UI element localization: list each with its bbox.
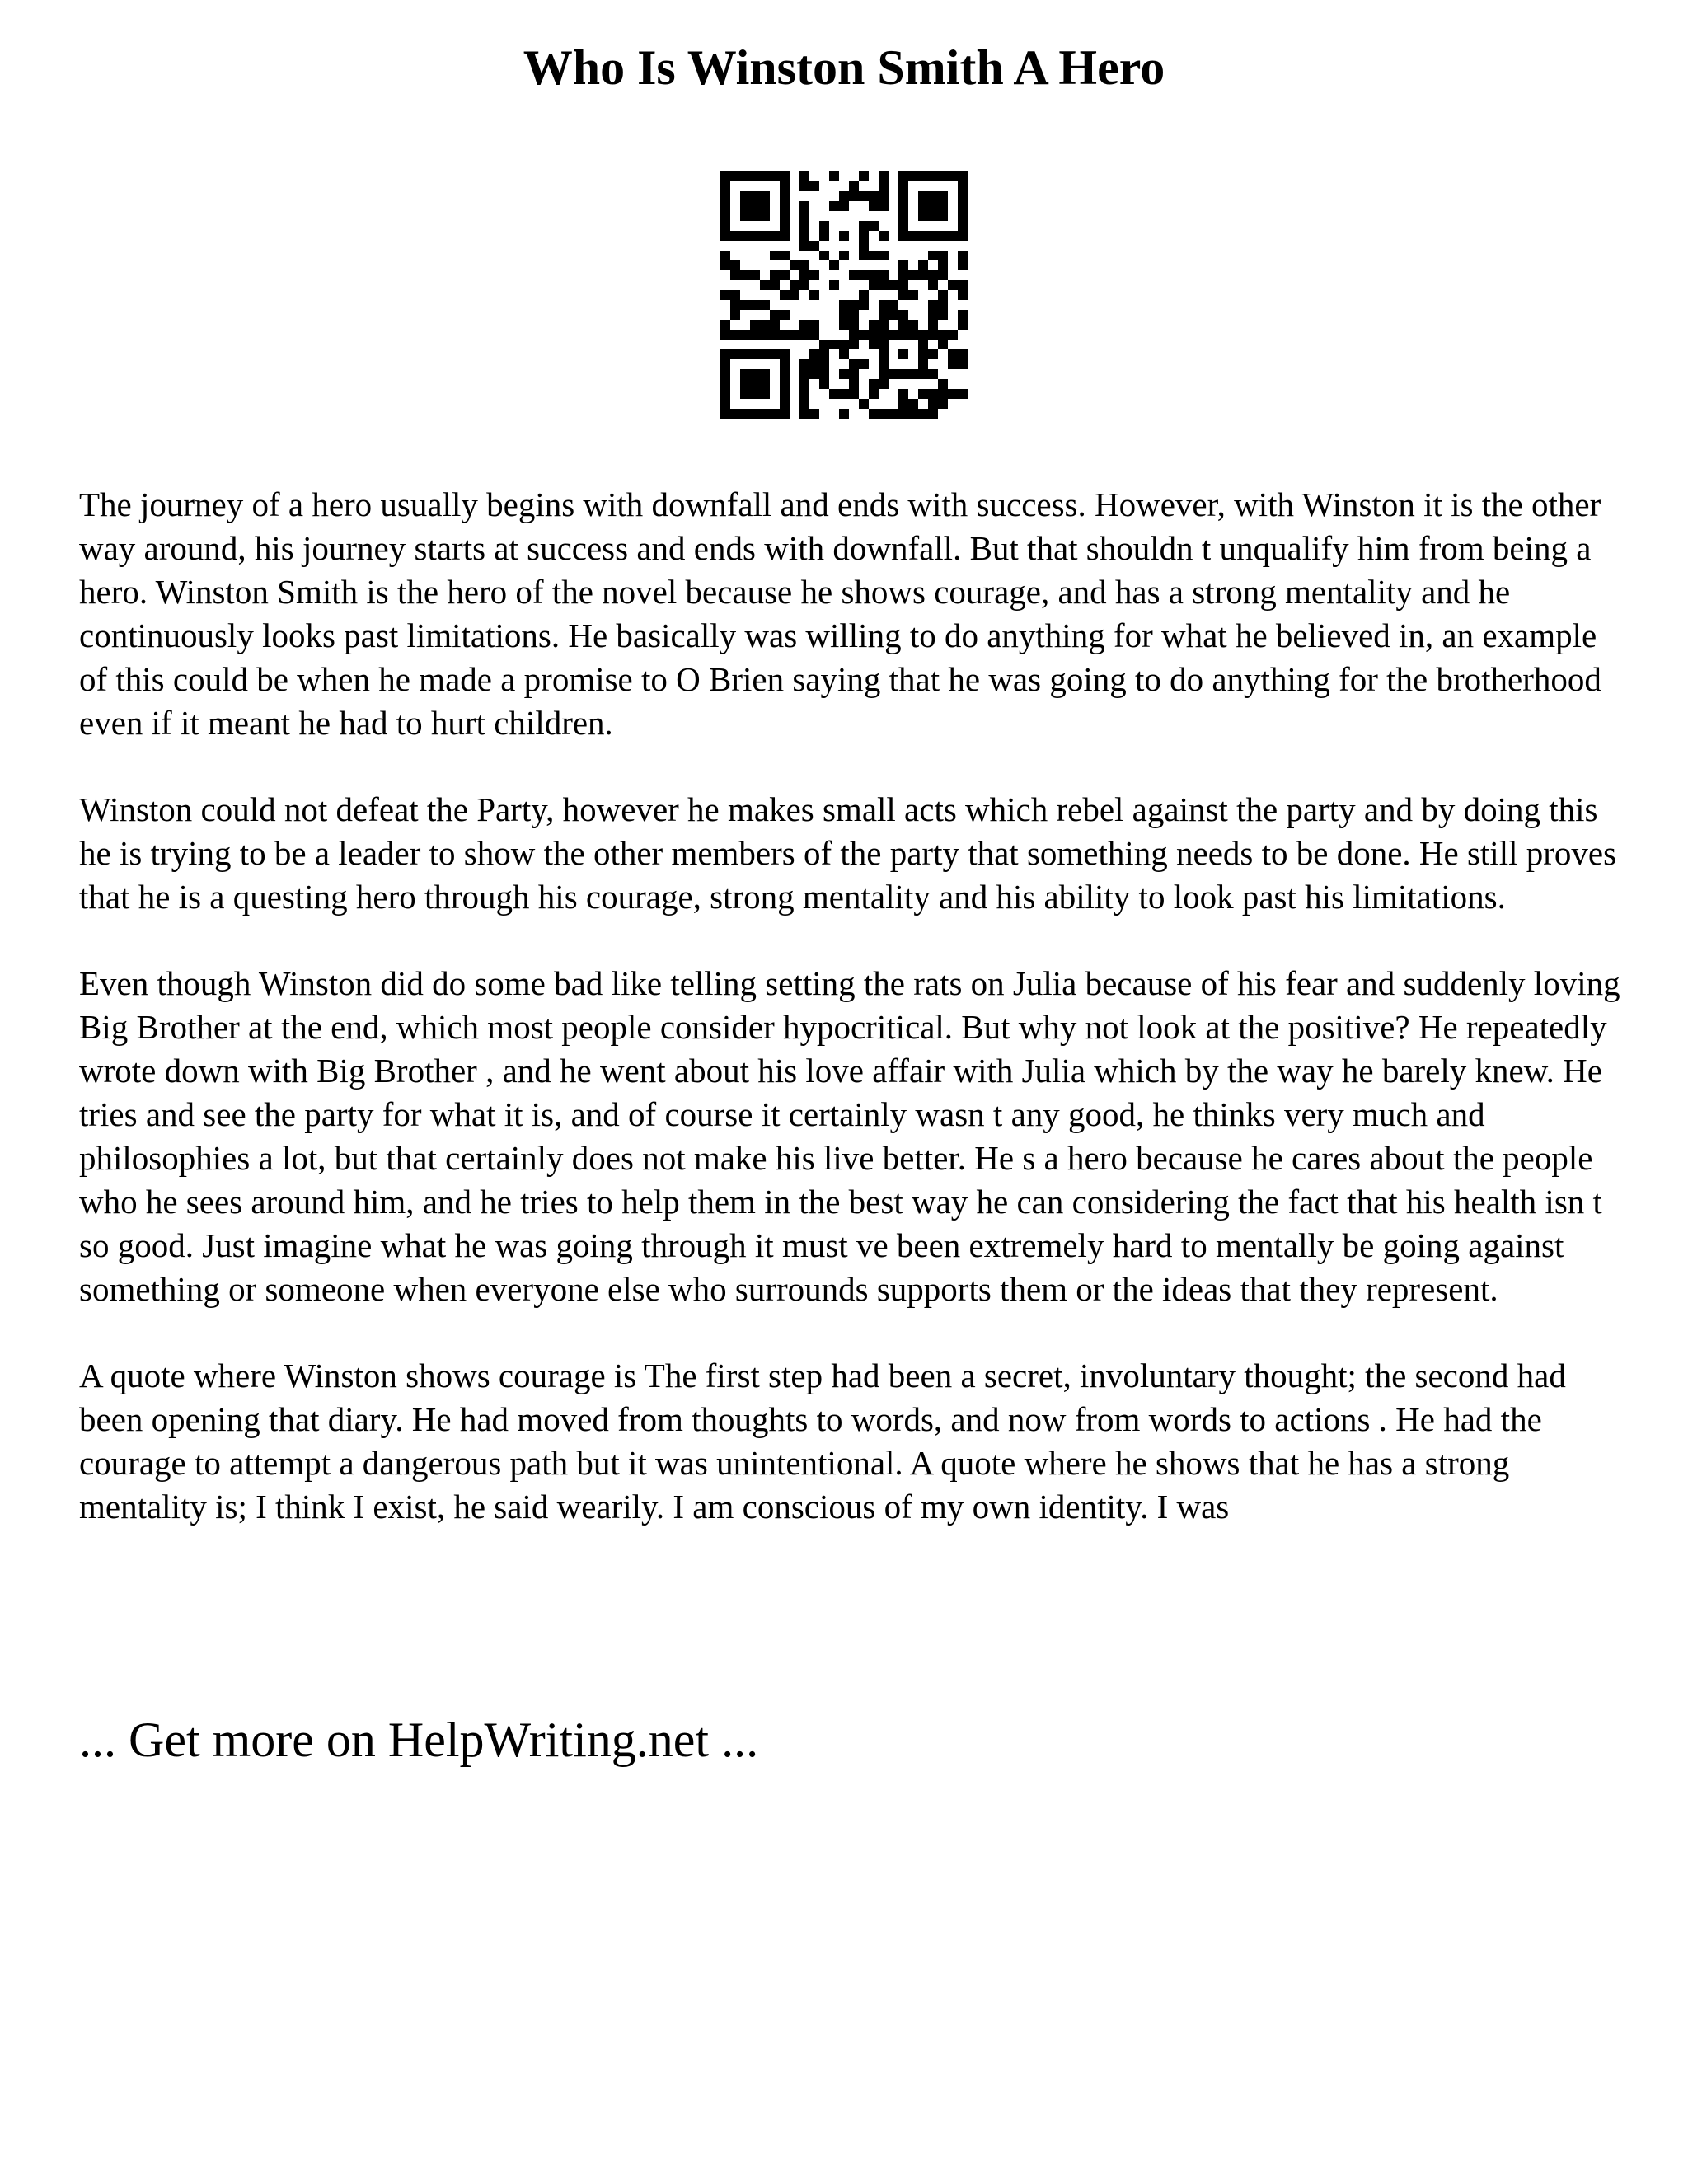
page-title: Who Is Winston Smith A Hero <box>523 40 1165 95</box>
paragraph-2: Winston could not defeat the Party, however he makes small acts which rebel against the party and by doing this he is trying to be a leader to show the other members of the party that something needs to be done. He still proves that he is a questing hero through his courage, strong mentality and his ability to look past his limitations. <box>79 790 1617 916</box>
paragraph-4: A quote where Winston shows courage is The first step had been a secret, involuntary thought; the second had been opening that diary. He had moved from thoughts to words, and now from words to actions . He had the courage to attempt a dangerous path but it was unintentional. A quote where he shows that he has a strong mentality is; I think I exist, he said wearily. I am conscious of my own identity. I was <box>79 1357 1566 1526</box>
article-body <box>79 483 1629 1572</box>
qr-code-icon <box>720 171 968 419</box>
paragraph-1: The journey of a hero usually begins with downfall and ends with success. However, with Winston it is the other way around, his journey starts at success and ends with downfall. But that shouldn t unqualify him from being a hero. Winston Smith is the hero of the novel because he shows courage, and has a strong mentality and he continuously looks past limitations. He basically was willing to do anything for what he believed in, an example of this could be when he made a promise to O Brien saying that he was going to do anything for the brotherhood even if it meant he had to hurt children. <box>79 485 1601 742</box>
get-more-link[interactable]: ... Get more on HelpWriting.net ... <box>79 1713 759 1767</box>
paragraph-3: Even though Winston did do some bad like telling setting the rats on Julia because of his fear and suddenly loving Big Brother at the end, which most people consider hypocritical. But why not look at the positive? He repeatedly wrote down with Big Brother , and he went about his love affair with Julia which by the way he barely knew. He tries and see the party for what it is, and of course it certainly wasn t any good, he thinks very much and philosophies a lot, but that certainly does not make his live better. He s a hero because he cares about the people who he sees around him, and he tries to help them in the best way he can considering the fact that his health isn t so good. Just imagine what he was going through it must ve been extremely hard to mentally be going against something or someone when everyone else who surrounds supports them or the ideas that they represent. <box>79 964 1620 1308</box>
